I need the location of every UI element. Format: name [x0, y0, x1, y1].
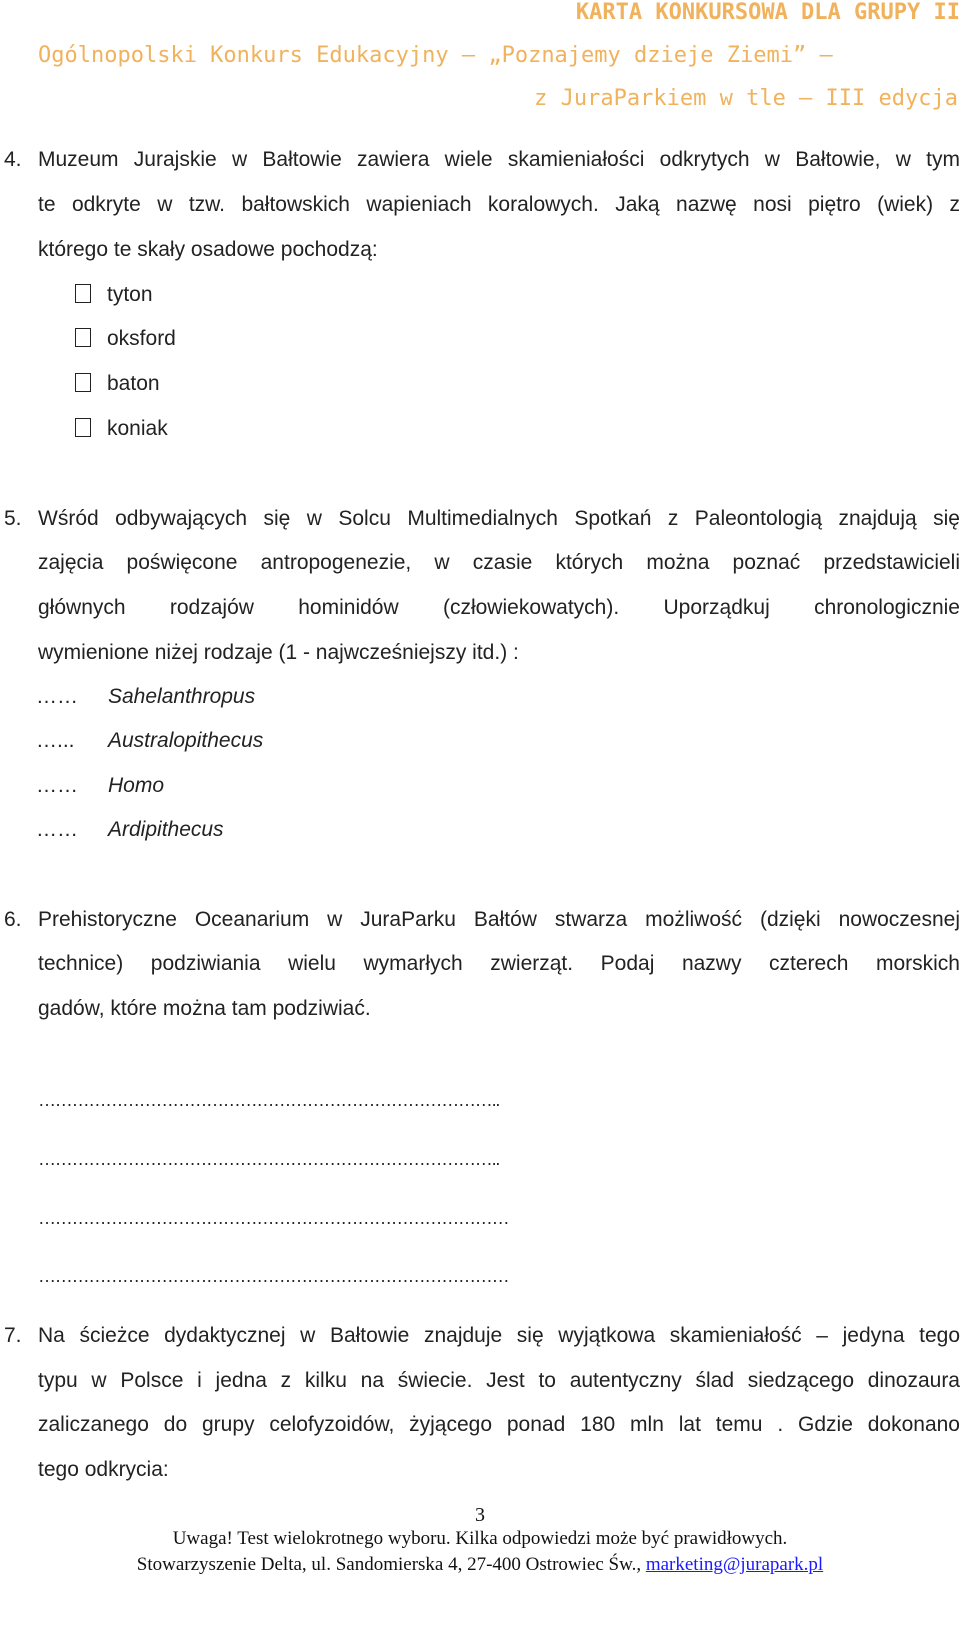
question-text-line: głównych rodzajów hominidów (człowiekowatych). Uporządkuj chronologicznie	[38, 596, 960, 619]
option-koniak[interactable]	[75, 417, 168, 441]
option-label: baton	[107, 372, 160, 395]
rank-item-homo[interactable]	[36, 774, 164, 798]
option-tyton[interactable]	[75, 283, 153, 307]
question-text-line: Prehistoryczne Oceanarium w JuraParku Bałtów stwarza możliwość (dzięki nowoczesnej	[38, 908, 960, 931]
page-number: 3	[475, 1504, 485, 1526]
question-number: 4.	[4, 148, 22, 171]
genus-label: Sahelanthropus	[108, 685, 256, 708]
checkbox[interactable]	[75, 328, 91, 347]
rank-blank[interactable]: ……	[36, 774, 78, 797]
question-text-line: technice) podziwiania wielu wymarłych zwierząt. Podaj nazwy czterech morskich	[38, 952, 960, 975]
question-text-line: Na ścieżce dydaktycznej w Bałtowie znajduje się wyjątkowa skamieniałość – jedyna tego	[38, 1324, 960, 1347]
contest-name: Ogólnopolski Konkurs Edukacyjny – „Poznajemy dzieje Ziemi” –	[38, 43, 833, 68]
question-number: 5.	[4, 507, 22, 530]
genus-label: Homo	[108, 774, 165, 797]
checkbox[interactable]	[75, 284, 91, 303]
option-baton[interactable]	[75, 372, 160, 396]
question-text-line: wymienione niżej rodzaje (1 - najwcześniejszy itd.) :	[38, 641, 519, 664]
question-text-line: typu w Polsce i jedna z kilku na świecie. Jest to autentyczny ślad siedzącego dinozaura	[38, 1369, 960, 1392]
question-number: 7.	[4, 1324, 22, 1347]
question-text-line: którego te skały osadowe pochodzą:	[38, 238, 378, 261]
checkbox[interactable]	[75, 418, 91, 437]
question-text-line: gadów, które można tam podziwiać.	[38, 997, 371, 1020]
option-label: tyton	[107, 283, 153, 306]
contest-card-title: KARTA KONKURSOWA DLA GRUPY II	[575, 0, 960, 25]
answer-line[interactable]: …………………………………………………………………………	[38, 1208, 509, 1228]
question-text-line: Wśród odbywających się w Solcu Multimedialnych Spotkań z Paleontologią znajdują się	[38, 507, 960, 530]
option-label: oksford	[107, 327, 176, 350]
checkbox[interactable]	[75, 373, 91, 392]
question-text-line: zajęcia poświęcone antropogenezie, w czasie których można poznać przedstawicieli	[38, 551, 960, 574]
question-text-line: te odkryte w tzw. bałtowskich wapieniach koralowych. Jaką nazwę nosi piętro (wiek) z	[38, 193, 960, 216]
answer-line[interactable]: ………………………………………………………………………..	[38, 1090, 500, 1110]
answer-line[interactable]: ………………………………………………………………………..	[38, 1149, 500, 1169]
rank-blank[interactable]: …...	[36, 729, 75, 752]
rank-item-australopithecus[interactable]	[36, 729, 263, 753]
option-oksford[interactable]	[75, 327, 176, 351]
contest-edition: z JuraParkiem w tle – III edycja	[534, 86, 958, 111]
footer-note: Uwaga! Test wielokrotnego wyboru. Kilka odpowiedzi może być prawidłowych.	[172, 1528, 788, 1549]
rank-item-sahelanthropus[interactable]	[36, 685, 255, 709]
rank-item-ardipithecus[interactable]	[36, 818, 224, 842]
genus-label: Ardipithecus	[108, 818, 224, 841]
footer-address	[0, 1554, 960, 1576]
answer-line[interactable]: …………………………………………………………………………	[38, 1266, 509, 1286]
option-label: koniak	[107, 417, 168, 440]
rank-blank[interactable]: ……	[36, 818, 78, 841]
question-text-line: Muzeum Jurajskie w Bałtowie zawiera wiele skamieniałości odkrytych w Bałtowie, w tym	[38, 148, 960, 171]
question-text-line: zaliczanego do grupy celofyzoidów, żyjącego ponad 180 mln lat temu . Gdzie dokonano	[38, 1413, 960, 1436]
question-number: 6.	[4, 908, 22, 931]
question-text-line: tego odkrycia:	[38, 1458, 169, 1481]
rank-blank[interactable]: ……	[36, 685, 78, 708]
address-text: Stowarzyszenie Delta, ul. Sandomierska 4, 27-400 Ostrowiec Św.,	[136, 1554, 646, 1575]
genus-label: Australopithecus	[108, 729, 264, 752]
email-link[interactable]: marketing@jurapark.pl	[645, 1554, 824, 1575]
